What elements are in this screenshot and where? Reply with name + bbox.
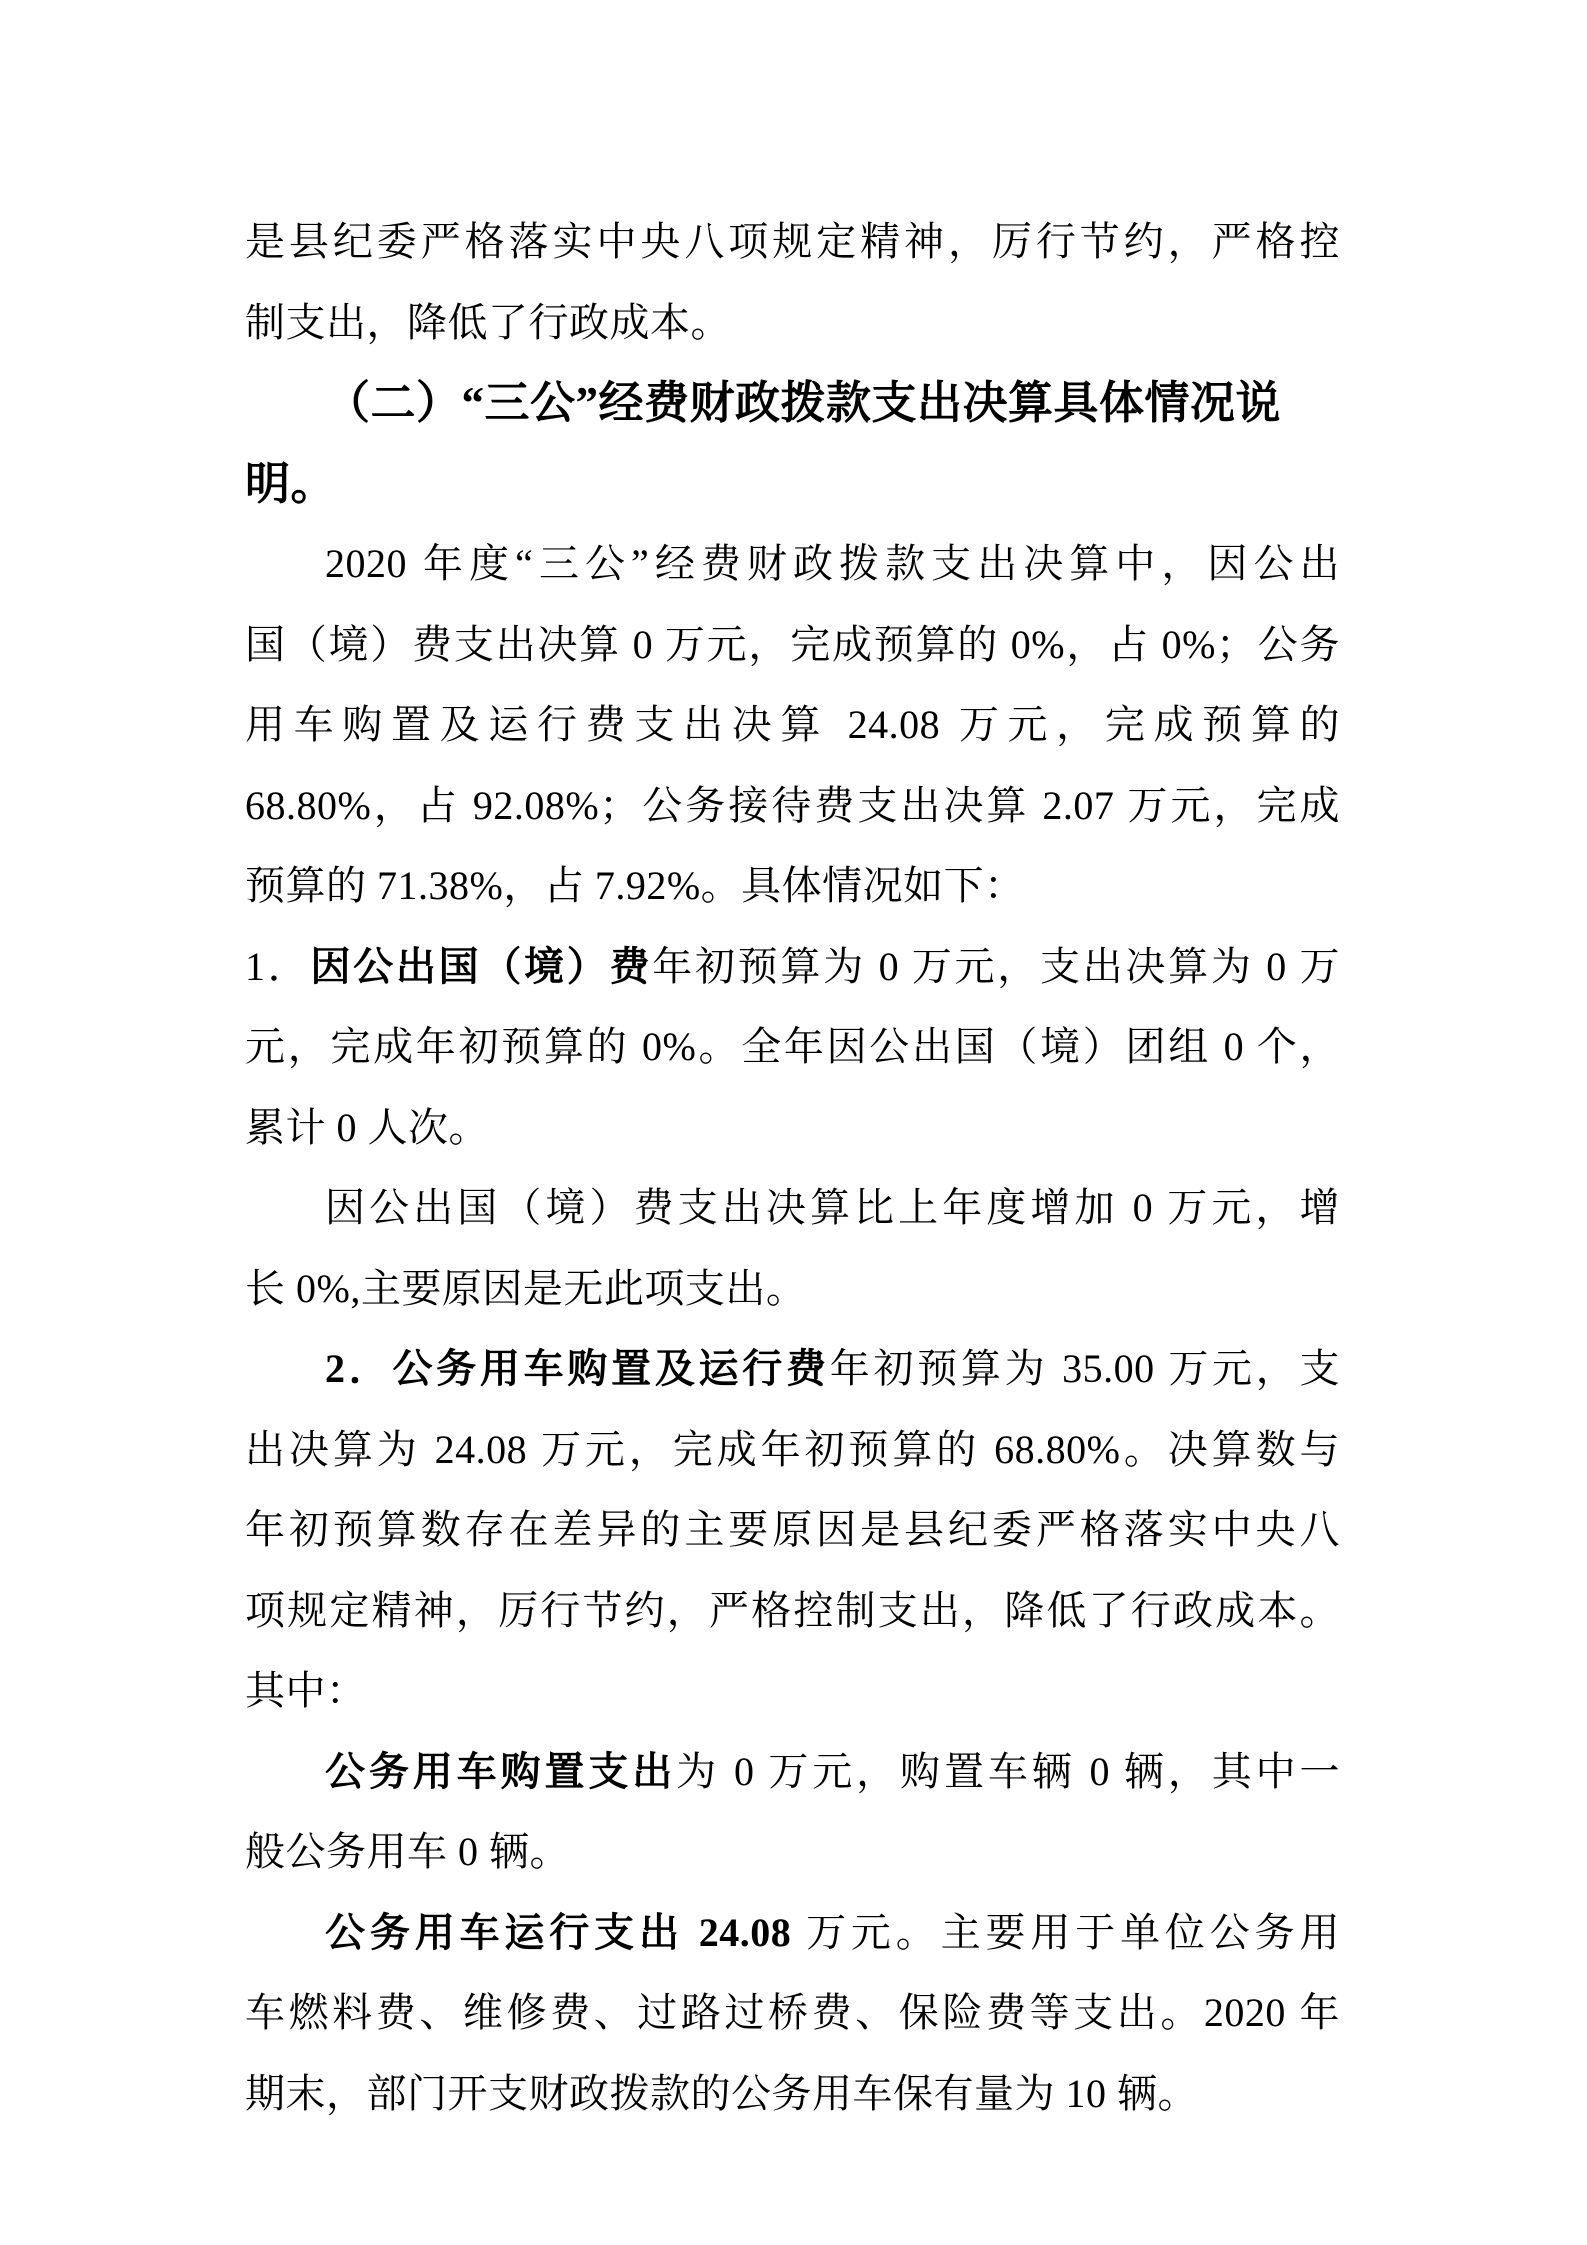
text-run: 制支出，降低了行政成本。 [245, 299, 731, 345]
text-run-bold: 公务用车运行支出 24.08 [325, 1909, 792, 1955]
text-run: 国（境）费支出决算 0 万元，完成预算的 0%，占 0%；公务 [245, 621, 1340, 667]
section-heading [245, 363, 1340, 524]
text-line [245, 1249, 1340, 1330]
vehicle-operation-line [245, 1893, 1340, 1974]
text-run: 车燃料费、维修费、过路过桥费、保险费等支出。2020 年 [245, 1990, 1340, 2035]
text-line [245, 1651, 1340, 1732]
text-line [245, 524, 1340, 605]
text-run-bold: 公务用车购置支出 [325, 1748, 677, 1794]
text-run: （二）“三公”经费财政拨款支出决算具体情况说明。 [245, 378, 1282, 509]
text-run: 2020 年度“三公”经费财政拨款支出决算中，因公出 [325, 541, 1340, 586]
text-line [245, 1168, 1340, 1249]
text-line [245, 1007, 1340, 1088]
text-line [245, 1812, 1340, 1893]
text-run-bold: 2．公务用车购置及运行费 [325, 1346, 830, 1391]
text-run: 万元。主要用于单位公务用 [791, 1909, 1341, 1955]
text-run: 出决算为 24.08 万元，完成年初预算的 68.80%。决算数与 [245, 1426, 1340, 1472]
text-line [245, 685, 1340, 766]
text-line [245, 766, 1340, 847]
text-run: 因公出国（境）费支出决算比上年度增加 0 万元，增 [325, 1185, 1340, 1230]
list-item-1-line [245, 927, 1340, 1008]
text-run: 预算的 71.38%，占 7.92%。具体情况如下： [245, 863, 1025, 908]
text-line [245, 1571, 1340, 1652]
text-line [245, 1410, 1340, 1491]
list-item-2-line [245, 1329, 1340, 1410]
text-run: 1． [245, 943, 311, 989]
text-line [245, 605, 1340, 686]
text-line [245, 1973, 1340, 2054]
text-run-bold: 因公出国（境）费 [310, 943, 653, 989]
text-run: 年初预算为 0 万元，支出决算为 0 万 [652, 943, 1341, 989]
text-run: 项规定精神，厉行节约，严格控制支出，降低了行政成本。 [245, 1587, 1340, 1633]
text-run: 年初预算为 35.00 万元，支 [829, 1346, 1341, 1391]
text-line [245, 202, 1340, 283]
text-line [245, 1490, 1340, 1571]
text-run: 其中： [245, 1668, 367, 1713]
text-run: 为 0 万元，购置车辆 0 辆，其中一 [676, 1748, 1341, 1794]
report-text-block [245, 202, 1340, 2134]
text-run: 般公务用车 0 辆。 [245, 1829, 570, 1874]
text-line [245, 2054, 1340, 2135]
text-run: 是县纪委严格落实中央八项规定精神，厉行节约，严格控 [245, 219, 1340, 264]
text-run: 元，完成年初预算的 0%。全年因公出国（境）团组 0 个， [245, 1024, 1340, 1069]
text-run: 累计 0 人次。 [245, 1104, 489, 1150]
text-line [245, 846, 1340, 927]
text-run: 用车购置及运行费支出决算 24.08 万元，完成预算的 [245, 702, 1340, 747]
text-line [245, 283, 1340, 364]
text-run: 年初预算数存在差异的主要原因是县纪委严格落实中央八 [245, 1507, 1340, 1552]
text-line [245, 1088, 1340, 1169]
text-run: 长 0%,主要原因是无此项支出。 [245, 1265, 807, 1311]
vehicle-purchase-line [245, 1732, 1340, 1813]
text-run: 期末，部门开支财政拨款的公务用车保有量为 10 辆。 [245, 2070, 1198, 2116]
text-run: 68.80%，占 92.08%；公务接待费支出决算 2.07 万元，完成 [245, 782, 1340, 828]
